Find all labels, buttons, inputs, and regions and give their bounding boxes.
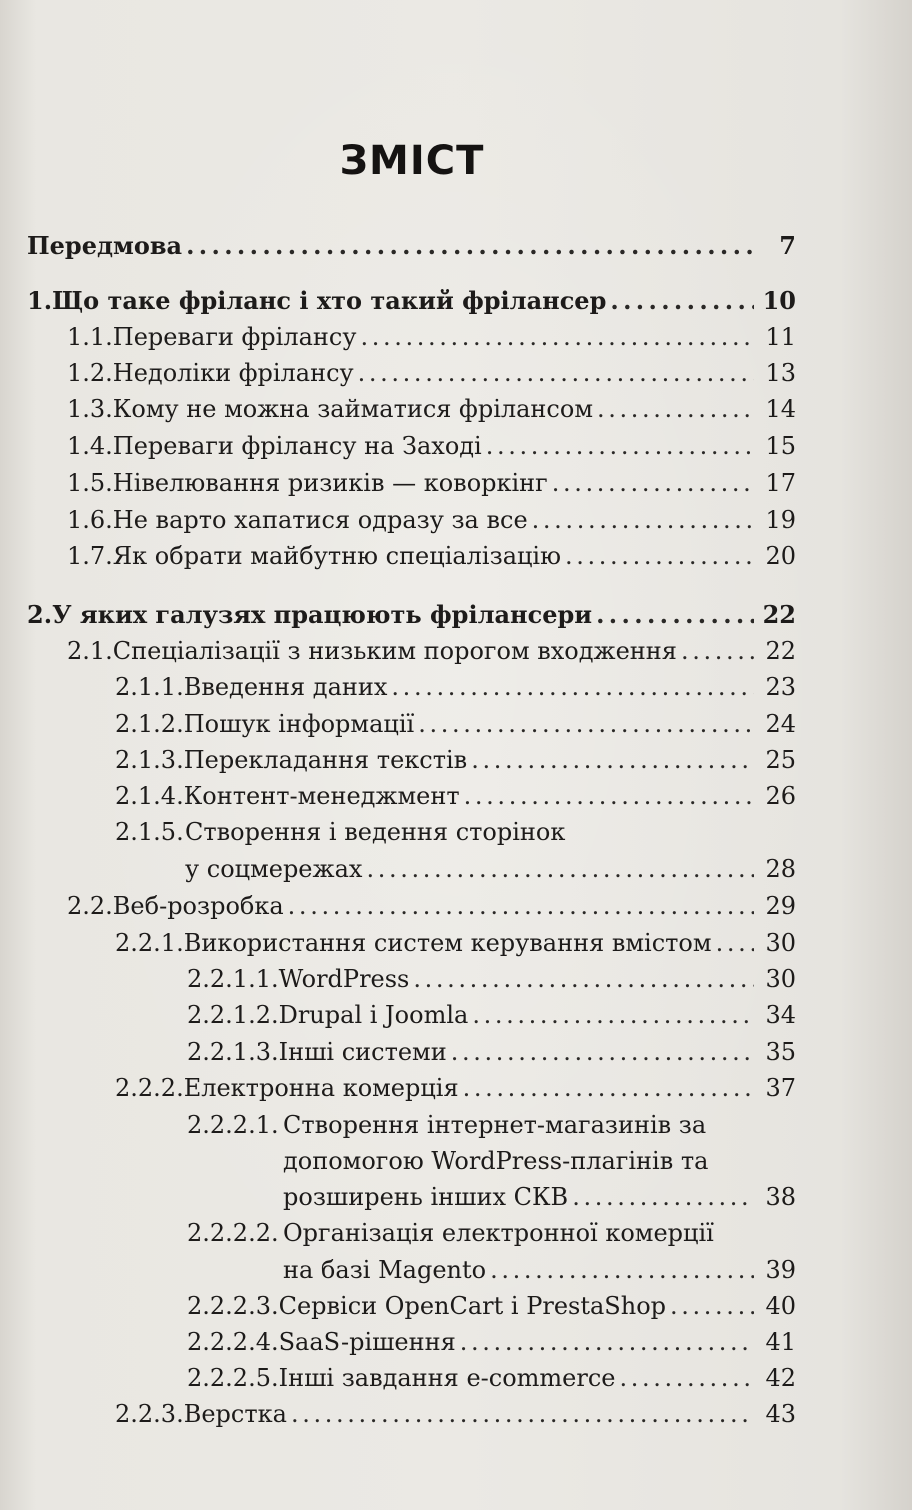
toc-entry-chapter-1[interactable] xyxy=(27,284,796,318)
toc-entry-text: Drupal і Joomla xyxy=(278,1001,469,1029)
toc-entry-text-continued: у соцмережах xyxy=(185,855,363,883)
toc-entry-2-2-2-1[interactable] xyxy=(283,1180,796,1214)
toc-entry-number: 1.6. xyxy=(67,506,113,534)
toc-entry-number: 2. xyxy=(27,600,53,629)
toc-entry-2-2-3[interactable] xyxy=(115,1397,796,1431)
toc-page-number: 37 xyxy=(765,1074,796,1102)
toc-entry-number: 2.2.3. xyxy=(115,1400,184,1428)
dot-leader xyxy=(471,743,754,777)
toc-entry-text: Верстка xyxy=(183,1400,287,1428)
toc-entry-2-2-2-5[interactable] xyxy=(187,1361,796,1395)
toc-page-number: 29 xyxy=(765,892,796,920)
toc-entry-2-2[interactable] xyxy=(67,889,796,923)
toc-entry-text: WordPress xyxy=(278,965,410,993)
dot-leader xyxy=(451,1035,754,1069)
dot-leader xyxy=(358,356,754,390)
dot-leader xyxy=(418,707,754,741)
toc-entry-text: Веб-розробка xyxy=(112,892,284,920)
toc-entry-text: Що таке фріланс і хто такий фрілансер xyxy=(52,286,607,315)
toc-entry-number: 2.1.5. xyxy=(115,818,184,846)
dot-leader xyxy=(552,466,754,500)
toc-page-number: 39 xyxy=(765,1256,796,1284)
toc-entry-2-2-2-1-line1[interactable] xyxy=(187,1108,706,1142)
dot-leader xyxy=(597,392,754,426)
toc-entry-2-1-5-line1[interactable] xyxy=(115,815,565,849)
toc-entry-text-continued: на базі Magento xyxy=(283,1256,487,1284)
toc-entry-2-2-1-1[interactable] xyxy=(187,962,796,996)
toc-entry-text: Нівелювання ризиків — коворкінг xyxy=(112,469,548,497)
dot-leader xyxy=(681,634,754,668)
dot-leader xyxy=(460,1325,754,1359)
toc-entry-text: Перекладання текстів xyxy=(183,746,468,774)
toc-entry-2-2-1-2[interactable] xyxy=(187,998,796,1032)
dot-leader xyxy=(360,320,754,354)
toc-entry-text: У яких галузях працюють фрілансери xyxy=(52,600,593,629)
dot-leader xyxy=(619,1361,754,1395)
toc-entry-number: 1. xyxy=(27,286,53,315)
toc-entry-2-2-1[interactable] xyxy=(115,926,796,960)
dot-leader xyxy=(610,284,754,318)
toc-entry-text: Як обрати майбутню спеціалізацію xyxy=(112,542,562,570)
toc-page-number: 14 xyxy=(765,395,796,423)
toc-entry-number: 2.2.2.5. xyxy=(187,1364,279,1392)
dot-leader xyxy=(572,1180,754,1214)
toc-page-number: 22 xyxy=(765,637,796,665)
toc-entry-2-2-1-3[interactable] xyxy=(187,1035,796,1069)
toc-entry-chapter-2[interactable] xyxy=(27,598,796,632)
toc-entry-text: Сервіси OpenCart і PrestaShop xyxy=(278,1292,667,1320)
toc-entry-text: Інші системи xyxy=(278,1038,447,1066)
toc-page-number: 13 xyxy=(765,359,796,387)
toc-entry-2-1-3[interactable] xyxy=(115,743,796,777)
toc-entry-number: 2.2.1. xyxy=(115,929,184,957)
toc-page-number: 10 xyxy=(762,286,796,315)
toc-page-number: 26 xyxy=(765,782,796,810)
toc-entry-1-5[interactable] xyxy=(67,466,796,500)
toc-page-number: 22 xyxy=(762,600,796,629)
toc-entry-text: Спеціалізації з низьким порогом входження xyxy=(112,637,677,665)
toc-page-number: 43 xyxy=(765,1400,796,1428)
dot-leader xyxy=(716,926,754,960)
toc-page-number: 41 xyxy=(765,1328,796,1356)
toc-entry-text: Організація електронної комерції xyxy=(283,1219,714,1247)
page-title: ЗМІСТ xyxy=(339,138,485,184)
toc-entry-text: Не варто хапатися одразу за все xyxy=(112,506,528,534)
toc-entry-number: 2.1.1. xyxy=(115,673,184,701)
toc-page-number: 42 xyxy=(765,1364,796,1392)
toc-entry-text: Пошук інформації xyxy=(183,710,415,738)
toc-page-number: 19 xyxy=(765,506,796,534)
dot-leader xyxy=(532,503,754,537)
toc-page-number: 25 xyxy=(765,746,796,774)
toc-page-number: 35 xyxy=(765,1038,796,1066)
toc-page-number: 23 xyxy=(765,673,796,701)
toc-entry-text: Передмова xyxy=(27,231,183,260)
toc-entry-2-2-2-2[interactable] xyxy=(283,1253,796,1287)
toc-entry-2-2-2-3[interactable] xyxy=(187,1289,796,1323)
toc-entry-number: 2.2.2. xyxy=(115,1074,184,1102)
toc-entry-2-1-1[interactable] xyxy=(115,670,796,704)
toc-page-number: 7 xyxy=(779,231,796,260)
toc-entry-number: 1.5. xyxy=(67,469,113,497)
toc-entry-text: SaaS-рішення xyxy=(278,1328,456,1356)
dot-leader xyxy=(463,1071,754,1105)
toc-page-number: 17 xyxy=(765,469,796,497)
dot-leader xyxy=(413,962,754,996)
dot-leader xyxy=(366,852,754,886)
toc-entry-text: Створення і ведення сторінок xyxy=(185,818,566,846)
toc-entry-2-1[interactable] xyxy=(67,634,796,668)
dot-leader xyxy=(464,779,754,813)
toc-entry-text: Електронна комерція xyxy=(183,1074,459,1102)
dot-leader xyxy=(186,229,754,263)
toc-entry-number: 2.1.2. xyxy=(115,710,184,738)
dot-leader xyxy=(565,539,754,573)
toc-entry-text: Переваги фрілансу xyxy=(112,323,357,351)
toc-entry-number: 2.1.4. xyxy=(115,782,184,810)
toc-page-number: 40 xyxy=(765,1292,796,1320)
toc-page-number: 11 xyxy=(765,323,796,351)
toc-entry-1-3[interactable] xyxy=(67,392,796,426)
toc-entry-text: Інші завдання e-commerce xyxy=(278,1364,616,1392)
toc-entry-text-continued: допомогою WordPress-плагінів та xyxy=(283,1147,709,1175)
toc-entry-number: 2.2.2.4. xyxy=(187,1328,279,1356)
toc-entry-number: 2.2.2.3. xyxy=(187,1292,279,1320)
toc-entry-2-1-5[interactable] xyxy=(185,852,796,886)
toc-entry-2-2-2[interactable] xyxy=(115,1071,796,1105)
toc-page-number: 15 xyxy=(765,432,796,460)
toc-page-number: 34 xyxy=(765,1001,796,1029)
toc-entry-text: Використання систем керування вмістом xyxy=(183,929,712,957)
toc-entry-number: 1.1. xyxy=(67,323,113,351)
dot-leader xyxy=(490,1253,754,1287)
toc-entry-number: 2.2. xyxy=(67,892,113,920)
toc-entry-number: 2.2.2.2. xyxy=(187,1219,279,1247)
toc-entry-number: 2.2.1.2. xyxy=(187,1001,279,1029)
toc-entry-number: 1.4. xyxy=(67,432,113,460)
toc-entry-1-4[interactable] xyxy=(67,429,796,463)
toc-entry-number: 2.2.1.1. xyxy=(187,965,279,993)
toc-entry-2-2-2-4[interactable] xyxy=(187,1325,796,1359)
dot-leader xyxy=(670,1289,754,1323)
toc-entry-number: 1.7. xyxy=(67,542,113,570)
toc-entry-1-1[interactable] xyxy=(67,320,796,354)
toc-entry-1-2[interactable] xyxy=(67,356,796,390)
dot-leader xyxy=(288,889,754,923)
toc-entry-text: Переваги фрілансу на Заході xyxy=(112,432,482,460)
toc-entry-2-1-2[interactable] xyxy=(115,707,796,741)
toc-page-number: 30 xyxy=(765,929,796,957)
toc-entry-2-1-4[interactable] xyxy=(115,779,796,813)
toc-page-number: 24 xyxy=(765,710,796,738)
toc-page-number: 20 xyxy=(765,542,796,570)
toc-entry-text: Створення інтернет-магазинів за xyxy=(283,1111,707,1139)
dot-leader xyxy=(291,1397,754,1431)
toc-page-number: 38 xyxy=(765,1183,796,1211)
toc-entry-text: Контент-менеджмент xyxy=(183,782,460,810)
toc-entry-number: 2.2.1.3. xyxy=(187,1038,279,1066)
toc-entry-number: 1.3. xyxy=(67,395,113,423)
dot-leader xyxy=(596,598,754,632)
toc-entry-2-2-2-2-line1[interactable] xyxy=(187,1216,714,1250)
toc-entry-1-7[interactable] xyxy=(67,539,796,573)
toc-entry-number: 2.1.3. xyxy=(115,746,184,774)
toc-entry-preface[interactable] xyxy=(27,229,796,263)
toc-entry-number: 2.1. xyxy=(67,637,113,665)
dot-leader xyxy=(472,998,754,1032)
toc-page-number: 28 xyxy=(765,855,796,883)
toc-entry-2-2-2-1-line2[interactable] xyxy=(283,1144,708,1178)
dot-leader xyxy=(486,429,754,463)
toc-entry-text-continued: розширень інших СКВ xyxy=(283,1183,569,1211)
toc-entry-text: Недоліки фрілансу xyxy=(112,359,354,387)
toc-entry-number: 1.2. xyxy=(67,359,113,387)
toc-entry-text: Кому не можна займатися фрілансом xyxy=(112,395,593,423)
toc-entry-text: Введення даних xyxy=(183,673,388,701)
toc-page-number: 30 xyxy=(765,965,796,993)
dot-leader xyxy=(391,670,754,704)
toc-entry-number: 2.2.2.1. xyxy=(187,1111,279,1139)
toc-entry-1-6[interactable] xyxy=(67,503,796,537)
